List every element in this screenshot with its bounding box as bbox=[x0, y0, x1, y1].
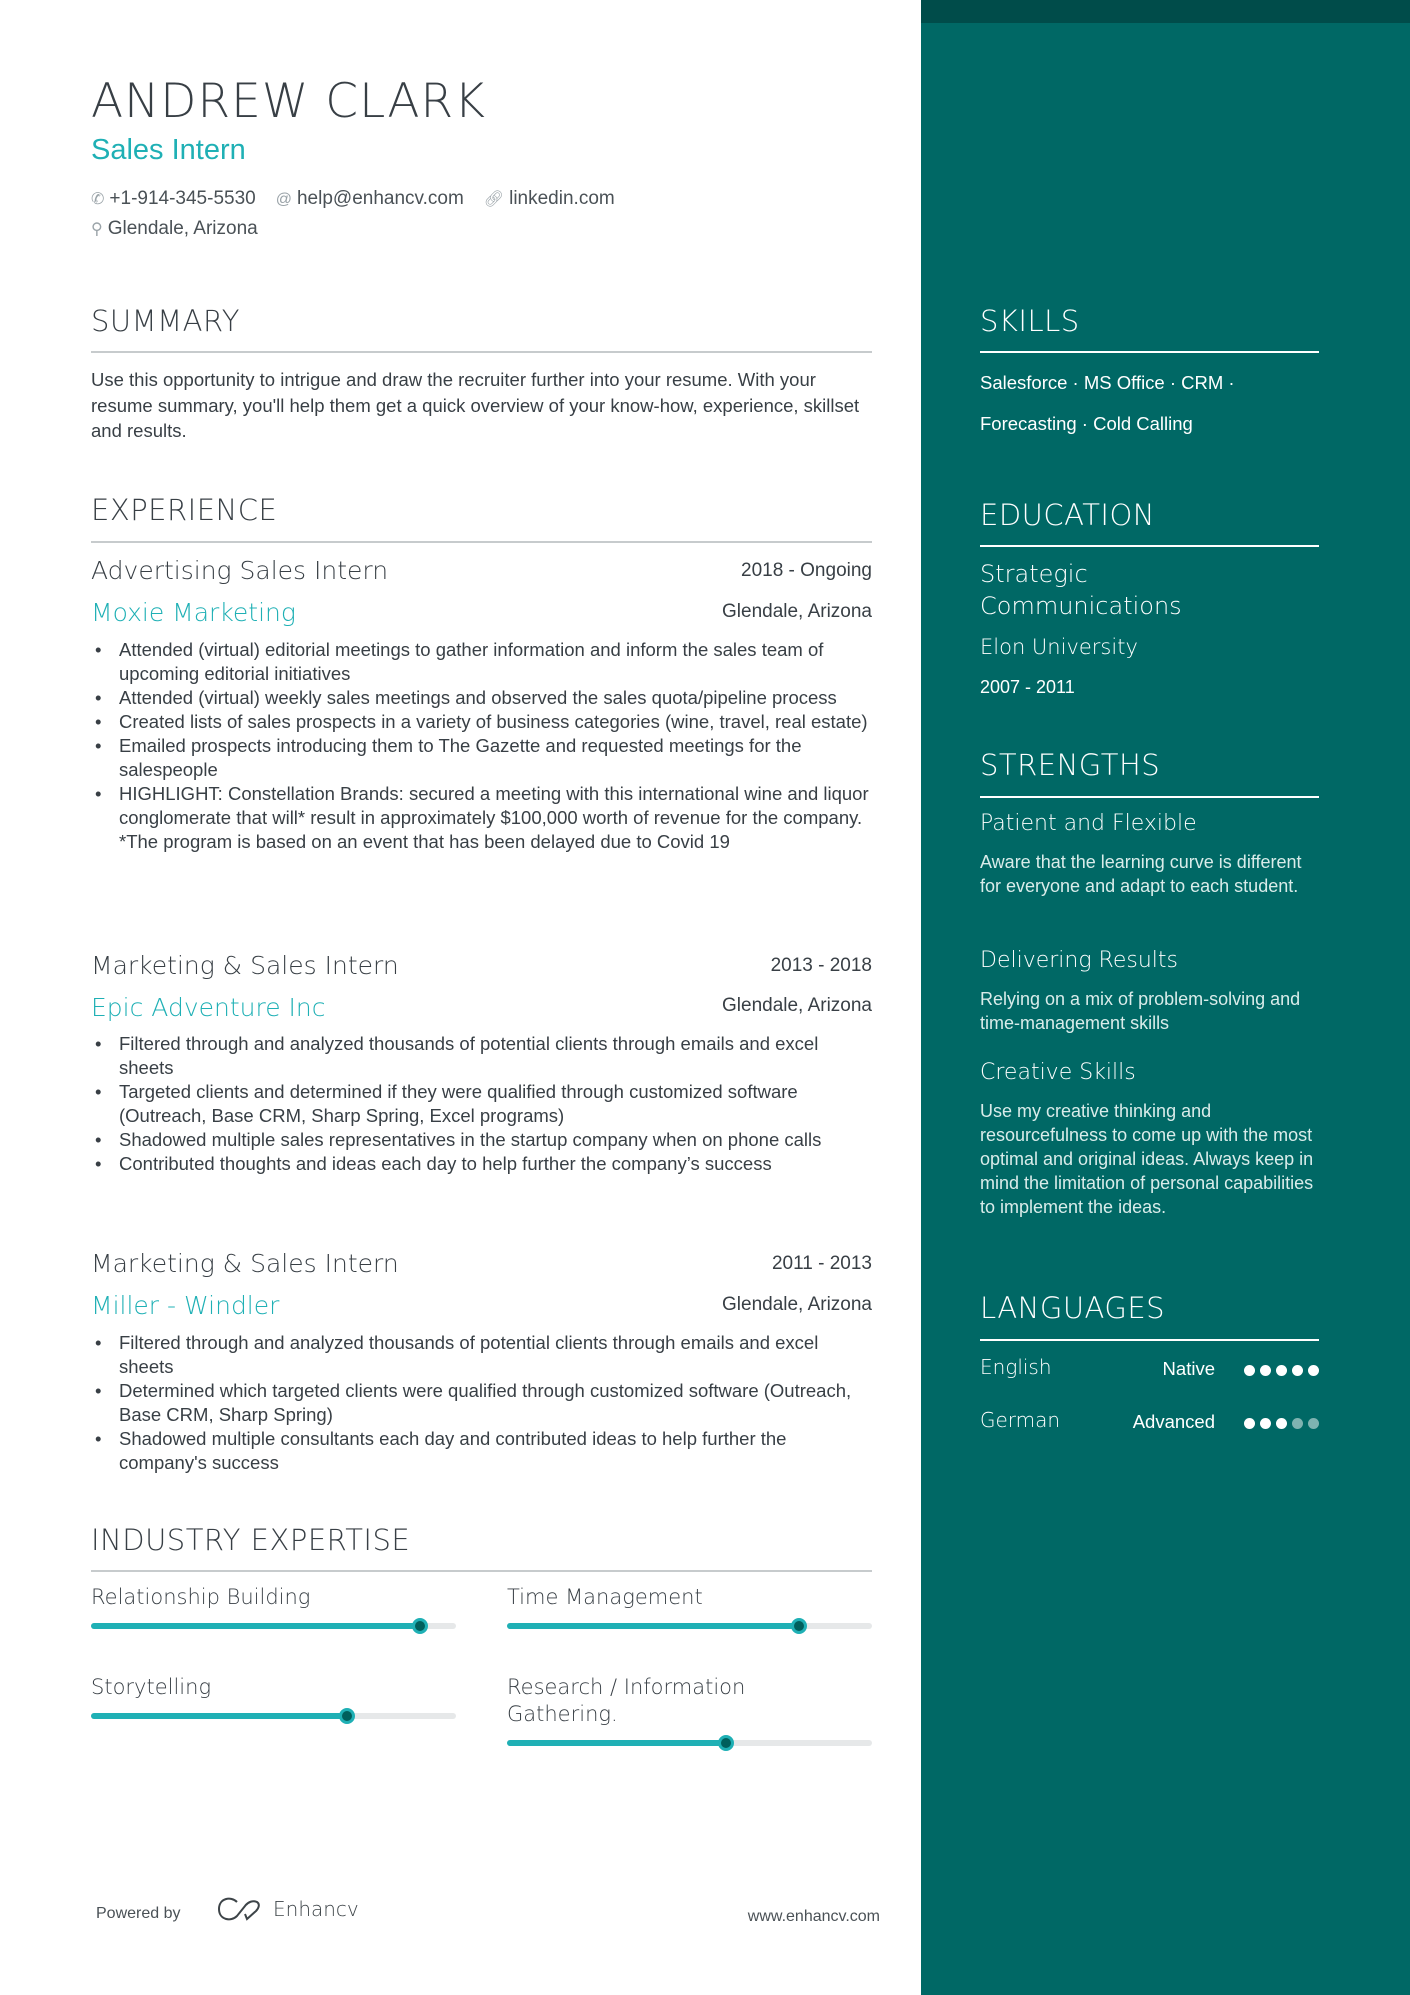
bar-knob bbox=[412, 1618, 428, 1634]
bar-knob bbox=[718, 1735, 734, 1751]
bar-fill bbox=[507, 1623, 799, 1629]
enhancv-logo[interactable] bbox=[215, 1896, 359, 1922]
bullet-item: • Emailed prospects introducing them to The Gazette and requested meetings for the salespeople bbox=[91, 734, 872, 782]
bullet-item: • Created lists of sales prospects in a variety of business categories (wine, travel, real estate) bbox=[91, 710, 872, 734]
dot-filled bbox=[1244, 1418, 1255, 1429]
strength-title: Creative Skills bbox=[980, 1060, 1136, 1085]
skills-list bbox=[980, 362, 1319, 444]
divider bbox=[91, 351, 872, 353]
sidebar bbox=[921, 0, 1410, 1995]
bullet-item: • HIGHLIGHT: Constellation Brands: secured a meeting with this international wine and liquor conglomerate that will* result in approximately $100,000 worth of revenue for the company. *The program is based on an event that has been delayed due to Covid 19 bbox=[91, 782, 872, 854]
expertise-bar bbox=[91, 1623, 456, 1629]
bullet-item: • Attended (virtual) weekly sales meetings and observed the sales quota/pipeline process bbox=[91, 686, 872, 710]
job-title: Marketing & Sales Intern bbox=[91, 951, 399, 980]
enhancv-logo-icon bbox=[215, 1896, 263, 1922]
strength-desc: Relying on a mix of problem-solving and time-management skills bbox=[980, 989, 1301, 1033]
job-company: Miller - Windler bbox=[91, 1291, 280, 1320]
job-bullets bbox=[91, 1331, 872, 1475]
summary-heading: SUMMARY bbox=[91, 304, 241, 338]
dot-filled bbox=[1308, 1365, 1319, 1376]
phone-contact: ✆ +1-914-345-5530 bbox=[91, 188, 256, 209]
expertise-label: Relationship Building bbox=[91, 1585, 311, 1609]
bar-fill bbox=[507, 1740, 726, 1746]
proficiency-dots bbox=[1244, 1365, 1319, 1376]
job-location: Glendale, Arizona bbox=[722, 995, 872, 1016]
enhancv-brand: Enhancv bbox=[273, 1897, 359, 1921]
dot-empty bbox=[1292, 1418, 1303, 1429]
skills-line: Salesforce · MS Office · CRM · bbox=[980, 372, 1235, 393]
language-row bbox=[980, 1408, 1319, 1438]
contact-info bbox=[91, 188, 615, 210]
bullet-item: • Attended (virtual) editorial meetings to gather information and inform the sales team of upcoming editorial initiatives bbox=[91, 638, 872, 686]
dot-empty bbox=[1308, 1418, 1319, 1429]
education-degree: Strategic Communications bbox=[980, 560, 1182, 620]
education-heading: EDUCATION bbox=[980, 498, 1156, 532]
expertise-label: Storytelling bbox=[91, 1675, 212, 1699]
divider bbox=[91, 541, 872, 543]
bullet-item: • Filtered through and analyzed thousands of potential clients through emails and excel sheets bbox=[91, 1032, 872, 1080]
job-dates: 2013 - 2018 bbox=[770, 955, 872, 976]
sidebar-top-bar bbox=[921, 0, 1410, 23]
candidate-title: Sales Intern bbox=[91, 134, 246, 166]
expertise-bar bbox=[507, 1740, 872, 1746]
phone-icon: ✆ bbox=[91, 191, 105, 208]
proficiency-dots bbox=[1244, 1418, 1319, 1429]
job-company: Moxie Marketing bbox=[91, 598, 296, 627]
dot-filled bbox=[1260, 1365, 1271, 1376]
skills-line: Forecasting · Cold Calling bbox=[980, 413, 1193, 434]
bullet-item: • Shadowed multiple sales representatives in the startup company when on phone calls bbox=[91, 1128, 872, 1152]
bullet-item: • Shadowed multiple consultants each day and contributed ideas to help further the company's success bbox=[91, 1427, 872, 1475]
language-level: Advanced bbox=[1132, 1411, 1215, 1432]
expertise-label: Research / Information Gathering. bbox=[507, 1675, 746, 1726]
expertise-item bbox=[91, 1674, 456, 1719]
job-company: Epic Adventure Inc bbox=[91, 993, 326, 1022]
job-location: Glendale, Arizona bbox=[722, 601, 872, 622]
strength-desc: Aware that the learning curve is different for everyone and adapt to each student. bbox=[980, 852, 1302, 896]
location-contact: ⚲ Glendale, Arizona bbox=[91, 218, 258, 239]
language-name: German bbox=[980, 1408, 1061, 1432]
job-title: Marketing & Sales Intern bbox=[91, 1249, 399, 1278]
expertise-heading: INDUSTRY EXPERTISE bbox=[91, 1523, 411, 1557]
education-school: Elon University bbox=[980, 635, 1138, 659]
experience-heading: EXPERIENCE bbox=[91, 493, 278, 527]
divider bbox=[91, 1570, 872, 1572]
dot-filled bbox=[1260, 1418, 1271, 1429]
skills-heading: SKILLS bbox=[980, 304, 1080, 338]
email-contact[interactable]: @ help@enhancv.com bbox=[275, 188, 464, 209]
dot-filled bbox=[1292, 1365, 1303, 1376]
link-icon: 🔗︎ bbox=[483, 191, 505, 208]
dot-filled bbox=[1276, 1418, 1287, 1429]
job-dates: 2018 - Ongoing bbox=[741, 560, 872, 581]
divider bbox=[980, 351, 1319, 353]
divider bbox=[980, 796, 1319, 798]
language-name: English bbox=[980, 1355, 1052, 1379]
powered-by-label: Powered by bbox=[96, 1905, 181, 1922]
job-location: Glendale, Arizona bbox=[722, 1294, 872, 1315]
bar-knob bbox=[339, 1708, 355, 1724]
dot-filled bbox=[1276, 1365, 1287, 1376]
candidate-name: ANDREW CLARK bbox=[91, 74, 486, 129]
job-dates: 2011 - 2013 bbox=[771, 1253, 872, 1274]
education-dates: 2007 - 2011 bbox=[980, 677, 1075, 697]
strengths-heading: STRENGTHS bbox=[980, 748, 1161, 782]
bullet-item: • Targeted clients and determined if they were qualified through customized software (Outreach, Base CRM, Sharp Spring, Excel programs) bbox=[91, 1080, 872, 1128]
expertise-item bbox=[91, 1584, 456, 1629]
languages-heading: LANGUAGES bbox=[980, 1291, 1166, 1325]
language-level: Native bbox=[1162, 1358, 1215, 1379]
map-pin-icon: ⚲ bbox=[91, 221, 103, 238]
expertise-bar bbox=[91, 1713, 456, 1719]
summary-text: Use this opportunity to intrigue and draw the recruiter further into your resume. With your resume summary, you'll help them get a quick overview of your know-how, experience, skillset and results. bbox=[91, 369, 860, 441]
bullet-item: • Determined which targeted clients were qualified through customized software (Outreach, Base CRM, Sharp Spring) bbox=[91, 1379, 872, 1427]
strength-title: Delivering Results bbox=[980, 948, 1178, 973]
bullet-item: • Contributed thoughts and ideas each day to help further the company’s success bbox=[91, 1152, 872, 1176]
expertise-item bbox=[507, 1584, 872, 1629]
language-row bbox=[980, 1355, 1319, 1385]
bar-fill bbox=[91, 1623, 420, 1629]
footer-url[interactable]: www.enhancv.com bbox=[747, 1908, 880, 1925]
divider bbox=[980, 545, 1319, 547]
bullet-item: • Filtered through and analyzed thousands of potential clients through emails and excel sheets bbox=[91, 1331, 872, 1379]
at-icon: @ bbox=[275, 191, 292, 208]
linkedin-contact[interactable]: 🔗︎ linkedin.com bbox=[483, 188, 615, 209]
job-bullets bbox=[91, 638, 872, 854]
divider bbox=[980, 1339, 1319, 1341]
bar-knob bbox=[791, 1618, 807, 1634]
strength-title: Patient and Flexible bbox=[980, 811, 1197, 836]
expertise-item bbox=[507, 1674, 872, 1746]
expertise-bar bbox=[507, 1623, 872, 1629]
dot-filled bbox=[1244, 1365, 1255, 1376]
bar-fill bbox=[91, 1713, 347, 1719]
expertise-label: Time Management bbox=[507, 1585, 703, 1609]
strength-desc: Use my creative thinking and resourcefulness to come up with the most optimal and original ideas. Always keep in mind the limitation of personal capabilities to implement the ideas. bbox=[980, 1101, 1314, 1217]
job-bullets bbox=[91, 1032, 872, 1176]
job-title: Advertising Sales Intern bbox=[91, 556, 389, 585]
